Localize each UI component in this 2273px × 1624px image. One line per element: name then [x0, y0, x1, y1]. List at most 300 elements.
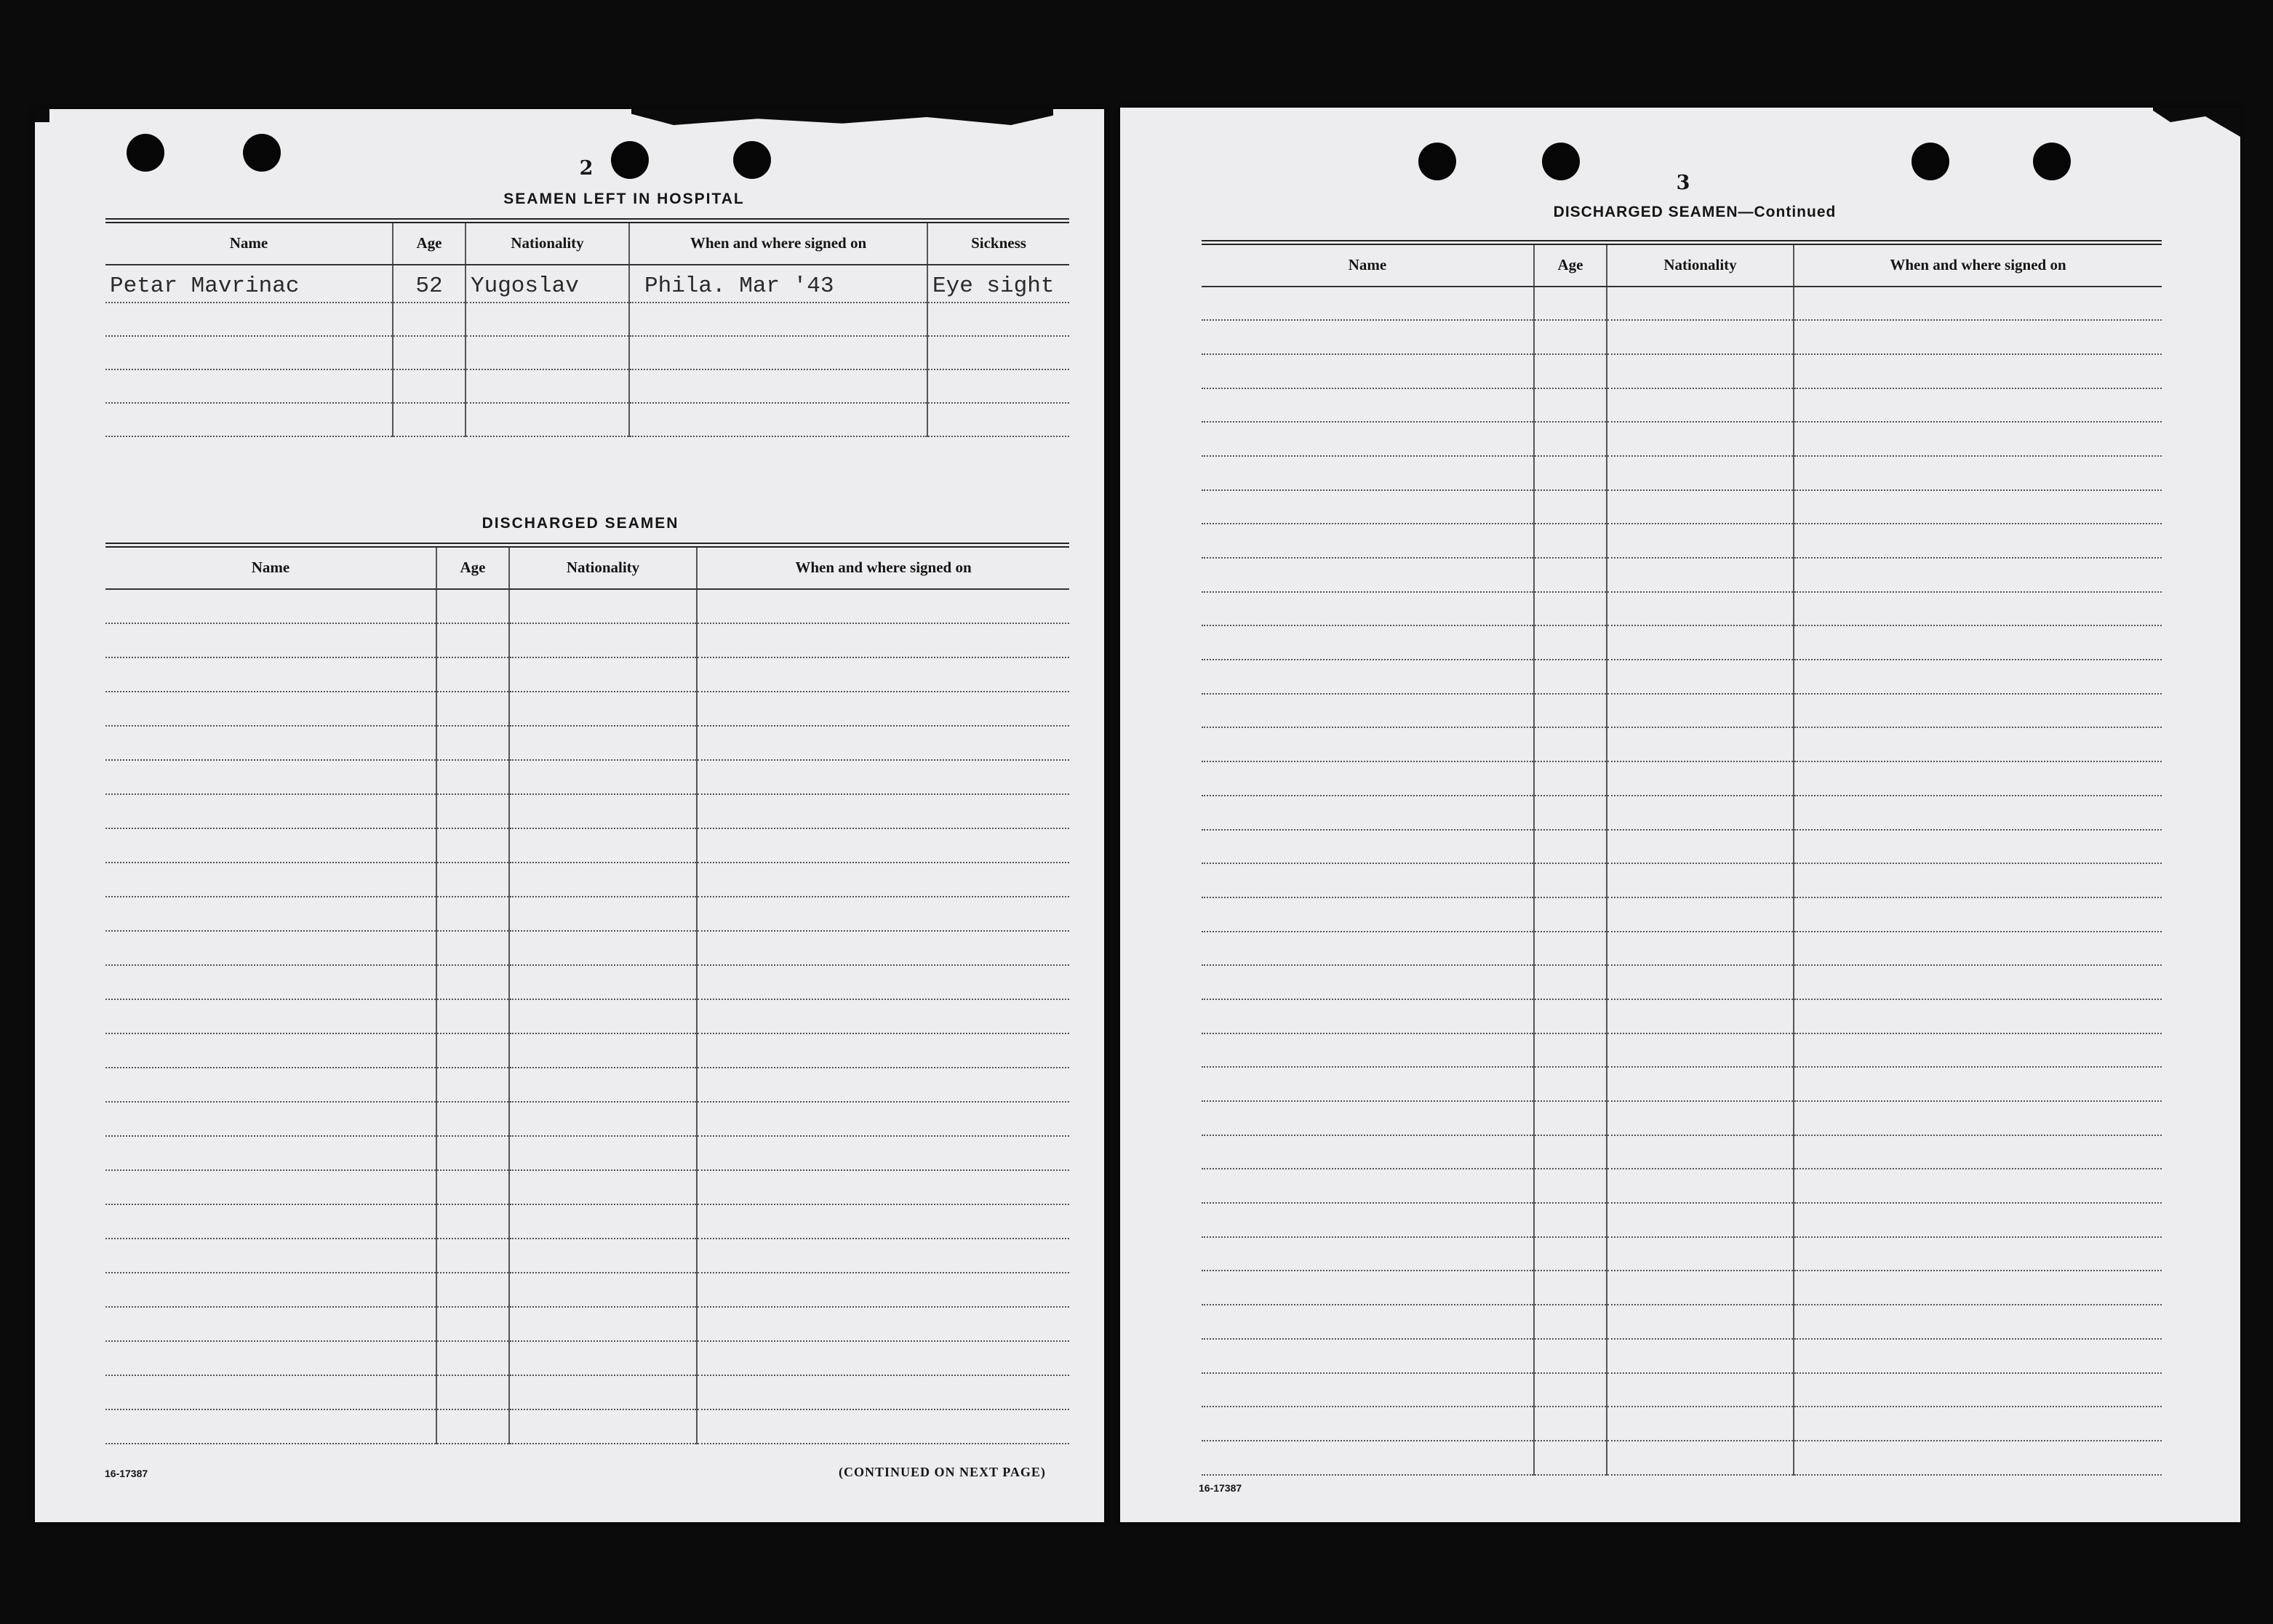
table-cell	[393, 303, 466, 336]
table-row	[105, 692, 1069, 726]
table-cell	[509, 1068, 697, 1102]
table-row	[1202, 1441, 2162, 1475]
table-row	[1202, 727, 2162, 761]
column-header: Nationality	[1607, 243, 1794, 287]
table-row	[1202, 863, 2162, 897]
table-header-row	[105, 545, 1069, 589]
table-cell	[927, 369, 1069, 403]
table-cell	[436, 1170, 509, 1204]
table-cell	[1202, 1305, 1534, 1339]
table-row	[105, 403, 1069, 436]
table-cell	[1534, 761, 1607, 796]
table-cell	[1607, 1169, 1794, 1203]
table-cell	[1794, 830, 2162, 864]
table-cell	[393, 403, 466, 436]
table-cell	[1607, 1135, 1794, 1169]
table-cell	[697, 760, 1069, 794]
binder-hole	[243, 134, 281, 172]
table-row	[105, 1170, 1069, 1204]
discharged-table	[105, 543, 1069, 1444]
table-cell	[1202, 694, 1534, 728]
table-cell	[1607, 320, 1794, 354]
discharged-table-body	[105, 589, 1069, 1444]
table-cell	[1794, 422, 2162, 456]
table-cell	[1534, 932, 1607, 966]
table-row	[1202, 1203, 2162, 1237]
table-row	[105, 828, 1069, 863]
table-cell	[1202, 1237, 1534, 1271]
table-cell	[1534, 422, 1607, 456]
table-cell	[1202, 1339, 1534, 1373]
table-cell	[1794, 1237, 2162, 1271]
table-row	[105, 1273, 1069, 1307]
table-cell	[1534, 1441, 1607, 1475]
table-cell	[509, 931, 697, 965]
table-cell	[1534, 1135, 1607, 1169]
table-cell	[1607, 999, 1794, 1033]
table-cell	[436, 1409, 509, 1444]
table-row	[1202, 490, 2162, 524]
binder-hole	[1912, 143, 1949, 180]
table-cell	[105, 1239, 436, 1273]
seaman-name: Petar Mavrinac	[105, 265, 393, 303]
table-cell	[436, 965, 509, 999]
binder-hole	[1418, 143, 1456, 180]
table-cell	[509, 1375, 697, 1409]
table-row	[105, 623, 1069, 657]
table-row	[105, 1033, 1069, 1068]
table-cell	[697, 1239, 1069, 1273]
table-cell	[1794, 625, 2162, 660]
table-cell	[1202, 1135, 1534, 1169]
table-cell	[436, 1307, 509, 1341]
table-cell	[1794, 524, 2162, 558]
table-cell	[1202, 965, 1534, 999]
table-cell	[105, 657, 436, 692]
table-cell	[1202, 320, 1534, 354]
table-cell	[1534, 999, 1607, 1033]
table-cell	[1202, 796, 1534, 830]
table-cell	[697, 1136, 1069, 1170]
table-cell	[105, 794, 436, 828]
table-cell	[1607, 660, 1794, 694]
table-cell	[1794, 1203, 2162, 1237]
column-header: When and where signed on	[629, 221, 927, 265]
table-cell	[1794, 592, 2162, 626]
table-header-row	[1202, 243, 2162, 287]
binder-hole	[733, 141, 771, 179]
table-cell	[105, 336, 393, 369]
table-cell	[509, 1033, 697, 1068]
column-header: Name	[1202, 243, 1534, 287]
table-cell	[1794, 796, 2162, 830]
table-cell	[697, 794, 1069, 828]
table-cell	[1607, 1373, 1794, 1407]
table-row	[105, 1204, 1069, 1239]
table-cell	[1534, 965, 1607, 999]
table-row	[1202, 761, 2162, 796]
table-cell	[1607, 592, 1794, 626]
discharged-continued-title: DISCHARGED SEAMEN—Continued	[1553, 204, 1837, 220]
table-cell	[1202, 287, 1534, 321]
column-header: Age	[393, 221, 466, 265]
table-cell	[697, 1033, 1069, 1068]
table-cell	[393, 369, 466, 403]
table-row	[1202, 1135, 2162, 1169]
table-cell	[1534, 592, 1607, 626]
table-cell	[697, 1102, 1069, 1136]
table-row	[105, 1239, 1069, 1273]
table-cell	[1607, 1305, 1794, 1339]
table-cell	[1534, 1237, 1607, 1271]
table-cell	[697, 828, 1069, 863]
table-cell	[1607, 1271, 1794, 1305]
column-header: Sickness	[927, 221, 1069, 265]
table-cell	[1202, 456, 1534, 490]
table-cell	[927, 403, 1069, 436]
table-cell	[436, 828, 509, 863]
table-row	[1202, 354, 2162, 388]
column-header: Age	[436, 545, 509, 589]
table-cell	[105, 692, 436, 726]
table-cell	[1534, 1407, 1607, 1441]
table-cell	[1202, 727, 1534, 761]
table-cell	[466, 369, 629, 403]
table-cell	[1202, 490, 1534, 524]
table-cell	[105, 1136, 436, 1170]
table-cell	[105, 369, 393, 403]
table-row	[1202, 932, 2162, 966]
table-row	[105, 1409, 1069, 1444]
table-cell	[393, 336, 466, 369]
table-cell	[105, 1307, 436, 1341]
table-cell	[1534, 830, 1607, 864]
table-cell	[1607, 1441, 1794, 1475]
table-cell	[509, 623, 697, 657]
table-cell	[1607, 932, 1794, 966]
table-cell	[1202, 932, 1534, 966]
table-row	[1202, 1067, 2162, 1101]
table-cell	[1534, 897, 1607, 932]
seaman-age: 52	[393, 265, 466, 303]
table-row	[1202, 287, 2162, 321]
table-cell	[1607, 1339, 1794, 1373]
table-cell	[1607, 830, 1794, 864]
table-row	[1202, 660, 2162, 694]
table-cell	[436, 794, 509, 828]
table-cell	[1794, 1067, 2162, 1101]
table-row	[1202, 999, 2162, 1033]
table-cell	[697, 726, 1069, 760]
table-cell	[509, 657, 697, 692]
table-cell	[1202, 1203, 1534, 1237]
table-cell	[1794, 1169, 2162, 1203]
table-cell	[1202, 422, 1534, 456]
table-cell	[1794, 1407, 2162, 1441]
table-row	[105, 965, 1069, 999]
signed-on: Phila. Mar '43	[629, 265, 927, 303]
table-cell	[1534, 694, 1607, 728]
table-cell	[509, 863, 697, 897]
table-cell	[509, 794, 697, 828]
table-cell	[436, 1239, 509, 1273]
table-cell	[1202, 1271, 1534, 1305]
table-cell	[697, 931, 1069, 965]
hospital-section-title: SEAMEN LEFT IN HOSPITAL	[503, 191, 745, 207]
table-row	[105, 863, 1069, 897]
table-row	[1202, 388, 2162, 423]
table-cell	[436, 589, 509, 623]
table-cell	[1794, 727, 2162, 761]
binder-hole	[127, 134, 164, 172]
table-row	[105, 760, 1069, 794]
table-cell	[466, 403, 629, 436]
table-row	[1202, 1407, 2162, 1441]
table-cell	[1607, 524, 1794, 558]
table-row	[105, 369, 1069, 403]
table-cell	[436, 897, 509, 931]
hospital-table	[105, 218, 1069, 437]
table-cell	[1794, 761, 2162, 796]
table-cell	[1202, 1441, 1534, 1475]
table-cell	[1794, 1373, 2162, 1407]
table-cell	[105, 303, 393, 336]
table-cell	[1202, 524, 1534, 558]
table-cell	[509, 1273, 697, 1307]
table-cell	[629, 303, 927, 336]
table-cell	[1534, 558, 1607, 592]
table-cell	[1794, 1101, 2162, 1135]
table-cell	[1202, 1067, 1534, 1101]
table-cell	[697, 1307, 1069, 1341]
table-cell	[1534, 456, 1607, 490]
table-cell	[509, 692, 697, 726]
table-row	[1202, 1373, 2162, 1407]
table-row	[105, 726, 1069, 760]
table-cell	[1607, 1237, 1794, 1271]
table-row	[105, 657, 1069, 692]
table-row	[105, 336, 1069, 369]
column-header: Name	[105, 545, 436, 589]
table-row	[1202, 558, 2162, 592]
page-number: 3	[1676, 172, 1690, 194]
table-row	[1202, 1271, 2162, 1305]
table-cell	[1534, 1033, 1607, 1068]
table-row	[105, 1307, 1069, 1341]
table-cell	[1794, 694, 2162, 728]
table-cell	[629, 369, 927, 403]
form-number: 16-17387	[1199, 1482, 1242, 1494]
table-cell	[1794, 558, 2162, 592]
table-cell	[1534, 388, 1607, 423]
table-cell	[105, 1375, 436, 1409]
table-cell	[436, 623, 509, 657]
table-cell	[466, 336, 629, 369]
table-cell	[1794, 1339, 2162, 1373]
table-cell	[105, 589, 436, 623]
table-cell	[697, 1409, 1069, 1444]
table-cell	[105, 863, 436, 897]
table-cell	[436, 692, 509, 726]
table-cell	[466, 303, 629, 336]
table-cell	[697, 897, 1069, 931]
table-cell	[1534, 1305, 1607, 1339]
table-cell	[1607, 422, 1794, 456]
table-cell	[1607, 897, 1794, 932]
table-cell	[105, 1409, 436, 1444]
column-header: Name	[105, 221, 393, 265]
table-cell	[1607, 354, 1794, 388]
table-cell	[1607, 863, 1794, 897]
table-cell	[1607, 1407, 1794, 1441]
table-cell	[436, 863, 509, 897]
table-cell	[1794, 354, 2162, 388]
table-cell	[509, 1170, 697, 1204]
table-cell	[436, 1033, 509, 1068]
table-cell	[1534, 1101, 1607, 1135]
table-cell	[509, 828, 697, 863]
table-cell	[1534, 1203, 1607, 1237]
table-cell	[1607, 694, 1794, 728]
table-row	[1202, 1237, 2162, 1271]
table-cell	[697, 1341, 1069, 1375]
table-cell	[697, 1068, 1069, 1102]
table-cell	[509, 1204, 697, 1239]
table-cell	[509, 999, 697, 1033]
table-cell	[1794, 1033, 2162, 1068]
table-cell	[1534, 1067, 1607, 1101]
table-row	[1202, 524, 2162, 558]
table-cell	[105, 623, 436, 657]
table-cell	[436, 726, 509, 760]
table-cell	[629, 336, 927, 369]
sickness: Eye sight	[927, 265, 1069, 303]
table-cell	[927, 303, 1069, 336]
table-cell	[105, 1341, 436, 1375]
table-cell	[509, 1409, 697, 1444]
table-cell	[436, 931, 509, 965]
table-cell	[509, 1239, 697, 1273]
table-cell	[1794, 897, 2162, 932]
table-cell	[1794, 320, 2162, 354]
table-row	[105, 999, 1069, 1033]
table-row	[105, 1375, 1069, 1409]
table-cell	[1202, 897, 1534, 932]
table-cell	[509, 897, 697, 931]
table-cell	[436, 1102, 509, 1136]
table-cell	[1202, 761, 1534, 796]
table-cell	[1202, 388, 1534, 423]
table-cell	[105, 897, 436, 931]
table-row	[105, 265, 1069, 303]
table-cell	[629, 403, 927, 436]
table-row	[105, 897, 1069, 931]
table-cell	[1794, 1271, 2162, 1305]
table-cell	[509, 726, 697, 760]
table-row	[105, 589, 1069, 623]
table-cell	[105, 1102, 436, 1136]
table-cell	[1607, 287, 1794, 321]
binder-hole	[611, 141, 649, 179]
table-cell	[1794, 863, 2162, 897]
table-cell	[1607, 625, 1794, 660]
table-cell	[1607, 761, 1794, 796]
table-cell	[1202, 625, 1534, 660]
table-cell	[697, 692, 1069, 726]
table-row	[1202, 320, 2162, 354]
table-row	[105, 1068, 1069, 1102]
table-row	[1202, 1305, 2162, 1339]
table-cell	[105, 760, 436, 794]
discharged-continued-table	[1202, 240, 2162, 1476]
table-cell	[1534, 727, 1607, 761]
table-cell	[1202, 1373, 1534, 1407]
table-cell	[1794, 490, 2162, 524]
table-cell	[1607, 490, 1794, 524]
table-cell	[1202, 660, 1534, 694]
table-cell	[436, 1341, 509, 1375]
table-cell	[436, 999, 509, 1033]
column-header: When and where signed on	[697, 545, 1069, 589]
table-cell	[436, 1375, 509, 1409]
table-cell	[1534, 287, 1607, 321]
table-cell	[1534, 1373, 1607, 1407]
table-cell	[1202, 1101, 1534, 1135]
table-row	[1202, 1101, 2162, 1135]
binder-hole	[2033, 143, 2071, 180]
table-cell	[105, 1204, 436, 1239]
table-cell	[1607, 388, 1794, 423]
table-cell	[1534, 796, 1607, 830]
table-cell	[697, 1204, 1069, 1239]
right-page	[1120, 108, 2240, 1522]
table-cell	[105, 1033, 436, 1068]
table-cell	[1202, 354, 1534, 388]
table-cell	[1607, 1033, 1794, 1068]
table-cell	[697, 965, 1069, 999]
column-header: Nationality	[466, 221, 629, 265]
table-cell	[697, 623, 1069, 657]
table-cell	[1794, 660, 2162, 694]
table-cell	[1794, 1441, 2162, 1475]
table-cell	[697, 589, 1069, 623]
table-cell	[105, 1170, 436, 1204]
table-row	[105, 1341, 1069, 1375]
table-cell	[1534, 354, 1607, 388]
table-row	[1202, 897, 2162, 932]
table-cell	[509, 1307, 697, 1341]
table-cell	[1607, 796, 1794, 830]
left-page	[35, 109, 1104, 1522]
table-row	[1202, 830, 2162, 864]
table-row	[1202, 592, 2162, 626]
table-cell	[1794, 287, 2162, 321]
table-cell	[697, 1170, 1069, 1204]
table-cell	[1534, 660, 1607, 694]
table-cell	[1794, 965, 2162, 999]
table-cell	[105, 726, 436, 760]
discharged-section-title: DISCHARGED SEAMEN	[482, 515, 679, 532]
table-cell	[436, 760, 509, 794]
table-cell	[927, 336, 1069, 369]
table-cell	[1607, 1067, 1794, 1101]
table-cell	[1202, 1033, 1534, 1068]
table-cell	[1202, 830, 1534, 864]
table-cell	[436, 1204, 509, 1239]
table-row	[1202, 456, 2162, 490]
table-cell	[697, 657, 1069, 692]
seaman-nationality: Yugoslav	[466, 265, 629, 303]
